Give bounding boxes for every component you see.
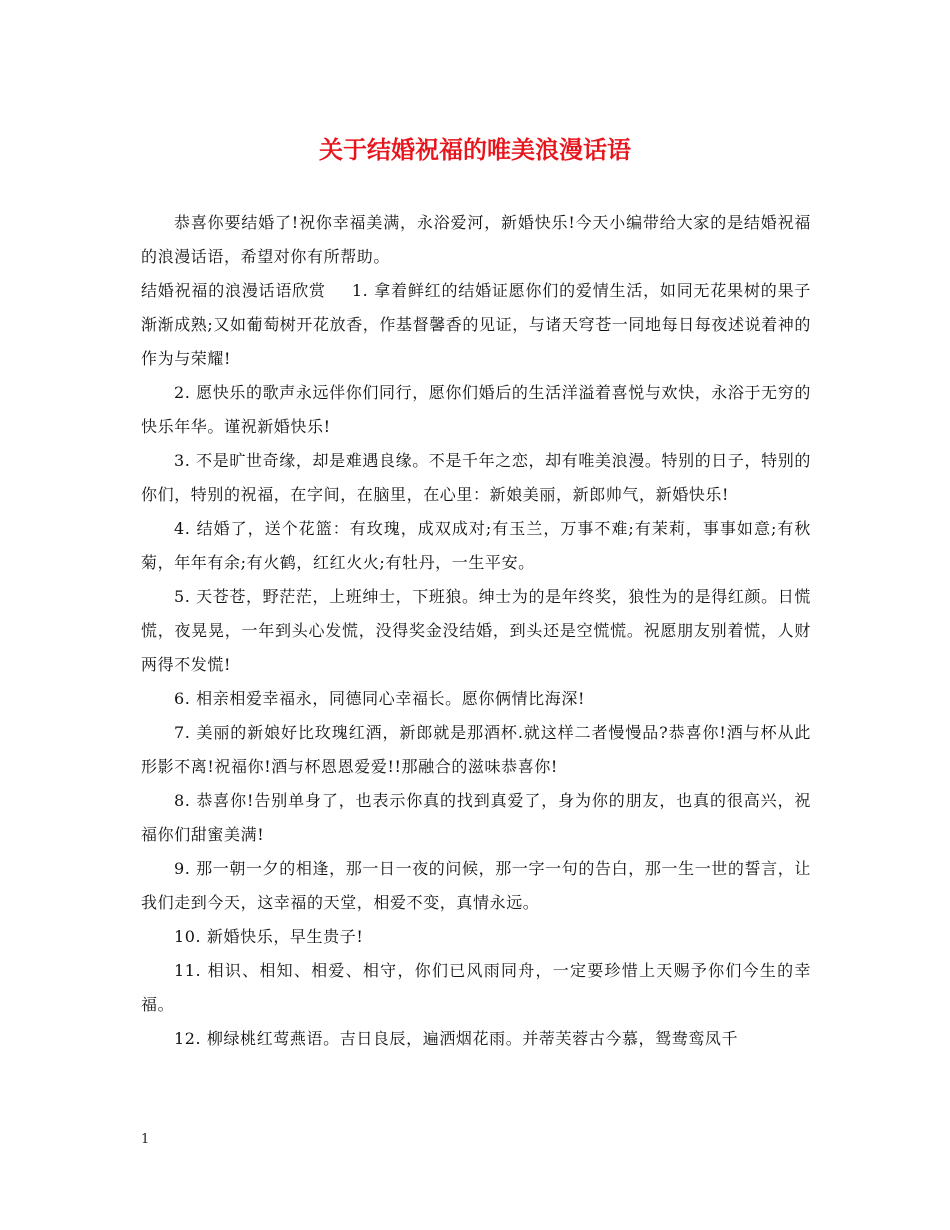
list-item: 10. 新婚快乐，早生贵子! (174, 927, 364, 946)
document-body (141, 206, 811, 1056)
list-item: 3. 不是旷世奇缘，却是难遇良缘。不是千年之恋，却有唯美浪漫。特别的日子，特别的你们，特别的祝福，在字间，在脑里，在心里：新娘美丽，新郎帅气，新婚快乐! (141, 451, 811, 504)
list-item: 12. 柳绿桃红莺燕语。吉日良辰，遍洒烟花雨。并蒂芙蓉古今慕，鸳鸯鸾凤千 (174, 1029, 739, 1048)
list-item: 9. 那一朝一夕的相逢，那一日一夜的问候，那一字一句的告白，那一生一世的誓言，让我们走到今天，这幸福的天堂，相爱不变，真情永远。 (141, 859, 811, 912)
page-title: 关于结婚祝福的唯美浪漫话语 (319, 135, 631, 164)
list-item: 8. 恭喜你!告别单身了，也表示你真的找到真爱了，身为你的朋友，也真的很高兴，祝福你们甜蜜美满! (141, 791, 811, 844)
list-item: 11. 相识、相知、相爱、相守，你们已风雨同舟，一定要珍惜上天赐予你们今生的幸福。 (141, 961, 811, 1014)
list-item: 2. 愿快乐的歌声永远伴你们同行，愿你们婚后的生活洋溢着喜悦与欢快，永浴于无穷的快乐年华。谨祝新婚快乐! (141, 383, 811, 436)
section-heading: 结婚祝福的浪漫话语欣赏 (141, 281, 326, 300)
page-number: 1 (141, 1132, 150, 1147)
list-item: 6. 相亲相爱幸福永，同德同心幸福长。愿你俩情比海深! (174, 689, 585, 708)
intro-paragraph: 恭喜你要结婚了!祝你幸福美满，永浴爱河，新婚快乐!今天小编带给大家的是结婚祝福的浪漫话语，希望对你有所帮助。 (141, 213, 811, 266)
section-paragraph-1 (141, 274, 811, 376)
list-item: 5. 天苍苍，野茫茫，上班绅士，下班狼。绅士为的是年终奖，狼性为的是得红颜。日慌慌，夜晃晃，一年到头心发慌，没得奖金没结婚，到头还是空慌慌。祝愿朋友别着慌，人财两得不发慌! (141, 587, 811, 674)
list-item: 1. 拿着鲜红的结婚证愿你们的爱情生活，如同无花果树的果子渐渐成熟;又如葡萄树开花放香，作基督馨香的见证，与诸天穹苍一同地每日每夜述说着神的作为与荣耀! (141, 281, 811, 368)
list-item: 4. 结婚了，送个花篮：有玫瑰，成双成对;有玉兰，万事不难;有茉莉，事事如意;有秋菊，年年有余;有火鹤，红红火火;有牡丹，一生平安。 (141, 519, 811, 572)
list-item: 7. 美丽的新娘好比玫瑰红酒，新郎就是那酒杯.就这样二者慢慢品?恭喜你!酒与杯从此形影不离!祝福你!酒与杯恩恩爱爱!!那融合的滋味恭喜你! (141, 723, 811, 776)
